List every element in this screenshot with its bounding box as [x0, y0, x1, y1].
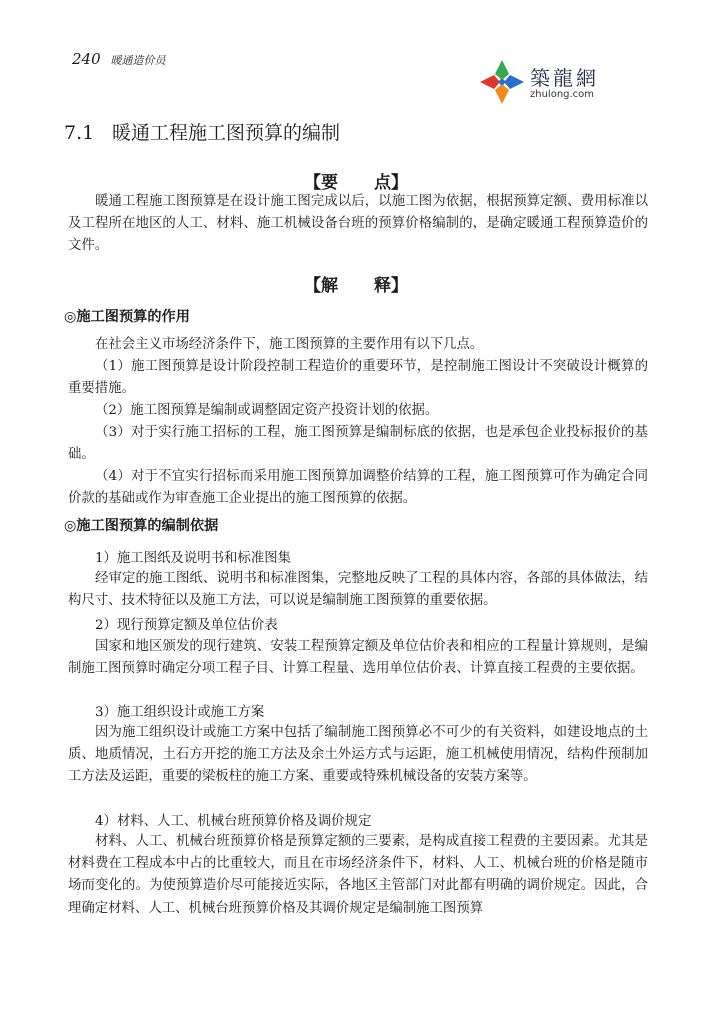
basis-item-title: 1）施工图纸及说明书和标准图集 — [95, 551, 291, 566]
key-points-heading-right: 点】 — [374, 173, 408, 193]
running-head — [72, 50, 165, 68]
role-intro: 在社会主义市场经济条件下，施工图预算的主要作用有以下几点。 — [95, 337, 484, 352]
role-item: （1）施工图预算是设计阶段控制工程造价的重要环节，是控制施工图设计不突破设计概算的重要措施。 — [68, 359, 648, 397]
logo-domain: zhulong.com — [530, 89, 595, 100]
key-points-text: 暖通工程施工图预算是在设计施工图完成以后，以施工图为依据，根据预算定额、费用标准以及工程所在地区的人工、材料、施工机械设备台班的预算价格编制的，是确定暖通工程预算造价的文件。 — [68, 194, 648, 254]
section-heading — [64, 118, 340, 145]
basis-item-title: 2）现行预算定额及单位估价表 — [95, 618, 278, 633]
role-item: （4）对于不宜实行招标而采用施工图预算加调整价结算的工程，施工图预算可作为确定合同价款的基础或作为审查施工企业提出的施工图预算的依据。 — [68, 469, 648, 507]
role-item: （3）对于实行施工招标的工程，施工图预算是编制标底的依据，也是承包企业投标报价的基础。 — [68, 425, 648, 463]
basis-section-heading: ◎施工图预算的编制依据 — [64, 518, 219, 534]
basis-item-title: 4）材料、人工、机械台班预算价格及调价规定 — [95, 814, 372, 829]
basis-item-text: 经审定的施工图纸、说明书和标准图集，完整地反映了工程的具体内容，各部的具体做法，结构尺寸、技术特征以及施工方法，可以说是编制施工图预算的重要依据。 — [68, 571, 648, 609]
key-points-heading-left: 【要 — [304, 173, 338, 193]
basis-item-text: 国家和地区颁发的现行建筑、安装工程预算定额及单位估价表和相应的工程量计算规则，是编制施工图预算时确定分项工程子目、计算工程量、选用单位估价表、计算直接工程费的主要依据。 — [68, 639, 648, 677]
page-number: 240 — [72, 50, 101, 68]
key-points-heading — [0, 168, 712, 193]
basis-item-text: 因为施工组织设计或施工方案中包括了编制施工图预算必不可少的有关资料，如建设地点的土质、地质情况，土石方开挖的施工方法及余土外运方式与运距，施工机械使用情况，结构件预制加工方法及运距，重要的梁板柱的施工方案、重要或特殊机械设备的安装方案等。 — [68, 725, 648, 785]
section-title: 暖通工程施工图预算的编制 — [112, 122, 341, 144]
book-title: 暖通造价员 — [110, 54, 166, 67]
section-number: 7.1 — [64, 122, 95, 144]
basis-item-text: 材料、人工、机械台班预算价格是预算定额的三要素，是构成直接工程费的主要因素。尤其是材料费在工程成本中占的比重较大，而且在市场经济条件下，材料、人工、机械台班的价格是随市场而变化的。为使预算造价尽可能接近实际，各地区主管部门对此都有明确的调价规定。因此，合理确定材料、人工、机械台班预算价格及其调价规定是编制施工图预算 — [68, 834, 648, 916]
explanation-heading-right: 释】 — [374, 276, 408, 296]
explanation-heading — [0, 271, 712, 296]
basis-item-title: 3）施工组织设计或施工方案 — [95, 705, 265, 720]
logo-name-cn: 築龍網 — [530, 66, 599, 90]
zhulong-logo-icon — [478, 58, 526, 106]
role-section-heading: ◎施工图预算的作用 — [64, 309, 190, 325]
explanation-heading-left: 【解 — [304, 276, 338, 296]
role-item: （2）施工图预算是编制或调整固定资产投资计划的依据。 — [95, 403, 439, 418]
zhulong-logo — [478, 56, 618, 106]
